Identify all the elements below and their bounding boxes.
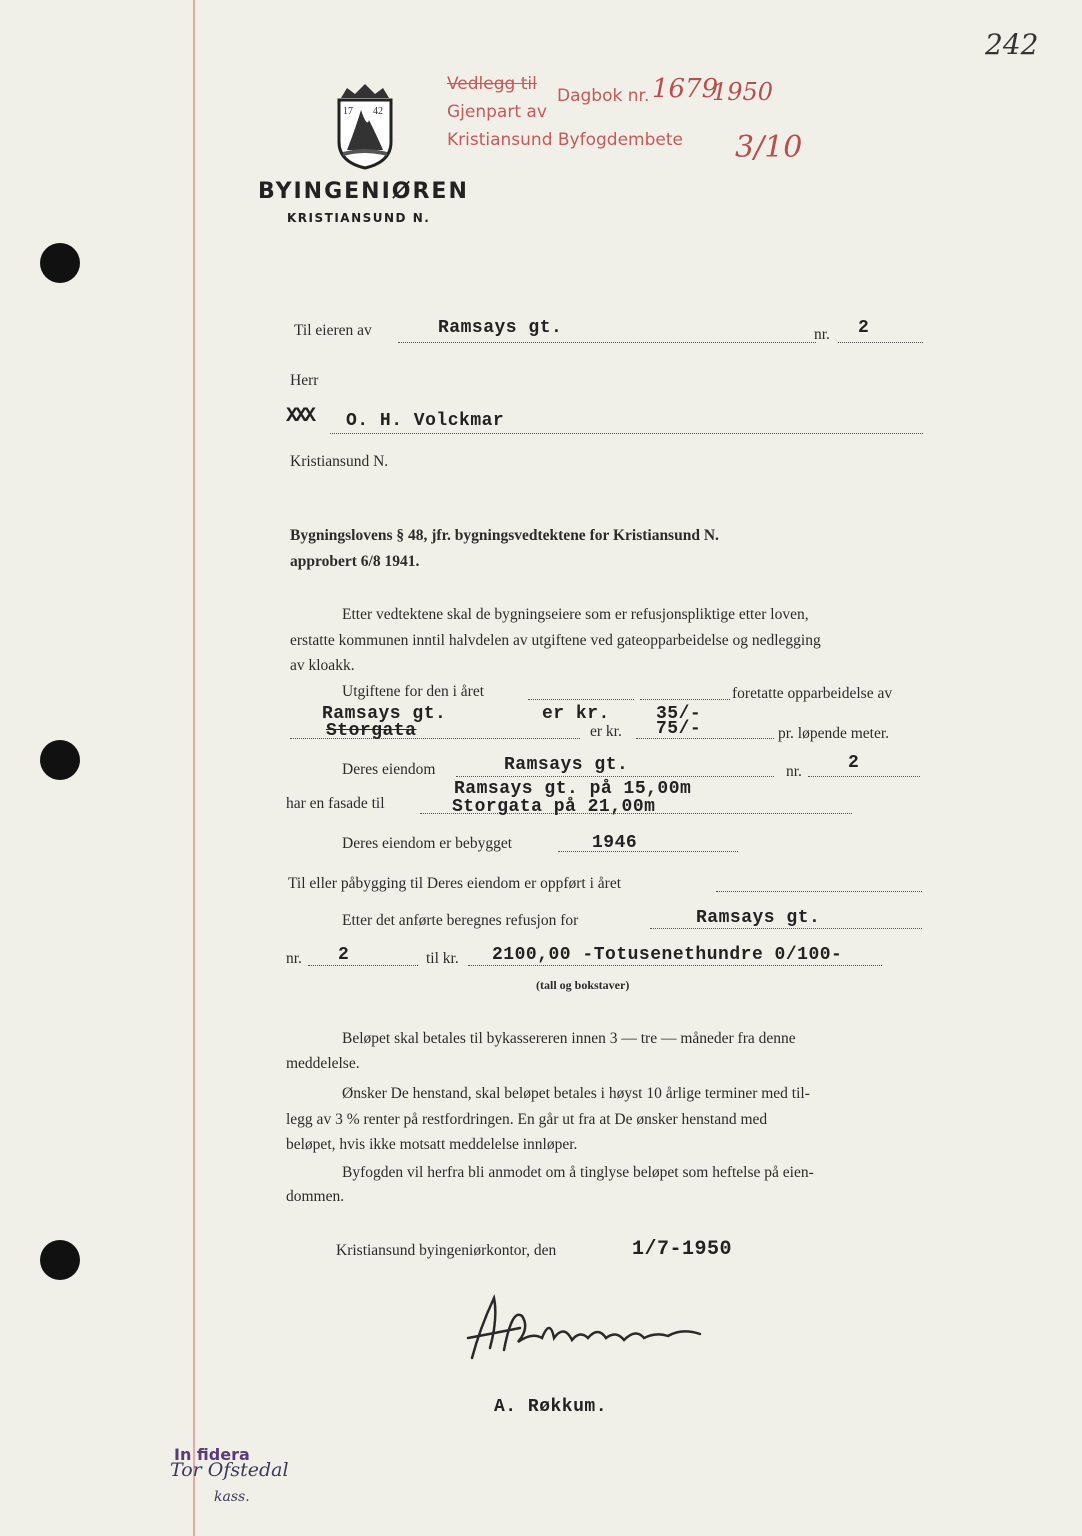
refusjon-nr-line: [308, 965, 418, 966]
addressee-city: Kristiansund N.: [290, 453, 389, 470]
name-line: [330, 433, 923, 434]
foretatte-label: foretatte opparbeidelse av: [732, 685, 893, 702]
signature-icon: [460, 1288, 720, 1368]
eiendom-nr-label: nr.: [786, 763, 802, 780]
stamp-gjenpart: Gjenpart av: [447, 102, 547, 122]
para4-line2: dommen.: [286, 1188, 345, 1205]
til-eieren-label: Til eieren av: [294, 322, 372, 339]
er-kr-b: er kr.: [590, 723, 622, 740]
para1-line2: erstatte kommunen inntil halvdelen av utgiftene ved gateopparbeidelse og nedlegging: [290, 632, 821, 649]
in-fidem-stamp: [170, 1445, 310, 1525]
amount-b: 75/-: [656, 719, 702, 739]
herr-label: Herr: [290, 372, 319, 389]
footer-kass: kass.: [214, 1489, 250, 1505]
address-nr: 2: [858, 318, 870, 338]
punch-hole-bottom: [40, 1240, 80, 1280]
paabygging-label: Til eller påbygging til Deres eiendom er oppført i året: [288, 875, 622, 892]
law-heading-line1: Bygningslovens § 48, jfr. bygningsvedtektene for Kristiansund N.: [290, 527, 719, 544]
nr-line: [838, 342, 923, 343]
margin-line: [193, 0, 195, 1536]
til-kr-label: til kr.: [426, 950, 459, 967]
para3-line2: legg av 3 % renter på restfordringen. En går ut fra at De ønsker henstand med: [286, 1111, 768, 1128]
address-street: Ramsays gt.: [438, 318, 563, 338]
para2-line2: meddelelse.: [286, 1055, 360, 1072]
street-line: [398, 342, 816, 343]
signature: [460, 1288, 720, 1368]
refusjon-amount: 2100,00 -Totusenethundre 0/100-: [492, 945, 843, 965]
refusjon-label: Etter det anførte beregnes refusjon for: [342, 912, 579, 929]
refusjon-nr: 2: [338, 945, 350, 965]
bebygget-line: [558, 851, 738, 852]
letterhead-org: BYINGENIØREN: [258, 179, 469, 204]
eiendom-nr-line: [808, 776, 920, 777]
struck-text: XXX: [286, 405, 314, 428]
stamp-dagbok-number: 1679: [652, 74, 719, 104]
closing-date: 1/7-1950: [632, 1238, 733, 1261]
bebygget-label: Deres eiendom er bebygget: [342, 835, 513, 852]
addressee-name: O. H. Volckmar: [346, 411, 505, 431]
eiendom-street: Ramsays gt.: [504, 755, 629, 775]
closing-place: Kristiansund byingeniørkontor, den: [336, 1242, 557, 1259]
in-fidem-text: In fidera: [174, 1445, 250, 1464]
typed-name: A. Røkkum.: [494, 1397, 608, 1417]
crest-year-right: 42: [373, 106, 383, 117]
footer-signature: Tor Ofstedal: [170, 1459, 289, 1481]
para3-line1: Ønsker De henstand, skal beløpet betales i høyst 10 årlige terminer med til-: [342, 1085, 810, 1102]
fasade-line1: Ramsays gt. på 15,00m: [454, 779, 692, 799]
per-meter-label: pr. løpende meter.: [778, 725, 890, 742]
refusjon-line: [650, 928, 922, 929]
tall-note: (tall og bokstaver): [536, 978, 630, 992]
er-kr-a: er kr.: [542, 704, 610, 724]
para4-line1: Byfogden vil herfra bli anmodet om å tinglyse beløpet som heftelse på eien-: [342, 1164, 814, 1181]
crest-year-left: 17: [343, 106, 353, 117]
year-line-b: [640, 699, 730, 700]
stamp-kristiansund-byfogdembete: Kristiansund Byfogdembete: [447, 130, 683, 150]
bebygget-year: 1946: [592, 833, 638, 853]
para2-line1: Beløpet skal betales til bykassereren innen 3 — tre — måneder fra denne: [342, 1030, 796, 1047]
refusjon-street: Ramsays gt.: [696, 908, 821, 928]
stamp-dagbok-label: Dagbok nr.: [557, 86, 650, 106]
filing-stamp: [447, 72, 847, 182]
street-a: Ramsays gt.: [322, 704, 447, 724]
eiendom-line: [456, 776, 774, 777]
eiendom-nr: 2: [848, 753, 860, 773]
crest-icon: [333, 80, 397, 170]
page-number: 242: [985, 28, 1039, 61]
para1-line1: Etter vedtektene skal de bygningseiere som er refusjonspliktige etter loven,: [342, 606, 809, 623]
stamp-date: 3/10: [735, 130, 803, 165]
punch-hole-top: [40, 243, 80, 283]
city-crest: [333, 80, 397, 170]
address-nr-label: nr.: [814, 326, 830, 343]
stamp-vedlegg: Vedlegg til: [447, 74, 537, 94]
paabygging-line: [716, 891, 922, 892]
year-line-a: [528, 699, 634, 700]
fasade-label: har en fasade til: [286, 795, 385, 812]
street-b: Storgata: [326, 721, 417, 741]
amount-line: [468, 965, 882, 966]
fasade-line2: Storgata på 21,00m: [452, 797, 656, 817]
para1-line3: av kloakk.: [290, 657, 355, 674]
law-heading-line2: approbert 6/8 1941.: [290, 553, 420, 570]
para3-line3: beløpet, hvis ikke motsatt meddelelse innløper.: [286, 1136, 578, 1153]
amount-a: 35/-: [656, 704, 702, 724]
letterhead-city: KRISTIANSUND N.: [287, 211, 431, 225]
refusjon-nr-label: nr.: [286, 950, 302, 967]
stamp-year: 1950: [712, 78, 774, 106]
utgiftene-label: Utgiftene for den i året: [342, 683, 485, 700]
punch-hole-middle: [40, 740, 80, 780]
eiendom-label: Deres eiendom: [342, 761, 436, 778]
